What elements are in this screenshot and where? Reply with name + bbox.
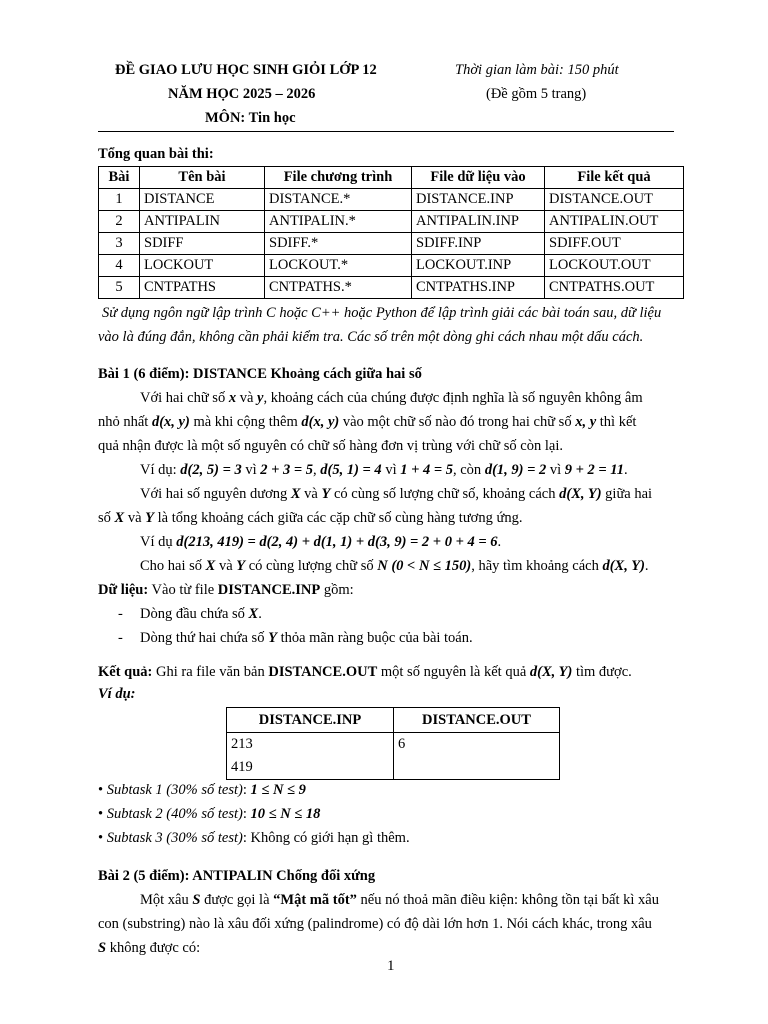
problem1-example2: Ví dụ d(213, 419) = d(2, 4) + d(1, 1) + d(3, 9) = 2 + 0 + 4 = 6. (140, 534, 502, 550)
cell-ten-bai: LOCKOUT (140, 255, 265, 277)
problem1-input-line1: Dòng đầu chứa số X. (140, 606, 262, 622)
cell-file-du-lieu-vao: SDIFF.INP (412, 233, 545, 255)
col-header-file-chuong-trinh: File chương trình (265, 167, 412, 189)
cell-file-du-lieu-vao: ANTIPALIN.INP (412, 211, 545, 233)
cell-input: 213 419 (227, 733, 394, 780)
table-header-row (227, 708, 560, 733)
table-row (99, 233, 684, 255)
problem1-input-line2: Dòng thứ hai chứa số Y thỏa mãn ràng buộc của bài toán. (140, 630, 473, 646)
table-row (99, 277, 684, 299)
exam-pages: (Đề gồm 5 trang) (486, 86, 587, 102)
col-header-file-du-lieu-vao: File dữ liệu vào (412, 167, 545, 189)
exam-title-line1: ĐỀ GIAO LƯU HỌC SINH GIỎI LỚP 12 (115, 62, 377, 78)
problem1-para1-line3: quả nhận được là một số nguyên có chữ số hàng đơn vị trùng với chữ số còn lại. (98, 438, 563, 454)
cell-file-ket-qua: CNTPATHS.OUT (545, 277, 684, 299)
problem1-para1-line2: nhỏ nhất d(x, y) mà khi cộng thêm d(x, y) vào một chữ số nào đó trong hai chữ số x, y thì kết (98, 414, 637, 430)
problem1-para2-line2: số X và Y là tổng khoảng cách giữa các cặp chữ số cùng hàng tương ứng. (98, 510, 523, 526)
overview-heading: Tổng quan bài thi: (98, 146, 214, 162)
cell-file-ket-qua: ANTIPALIN.OUT (545, 211, 684, 233)
subtask-1: • Subtask 1 (30% số test): 1 ≤ N ≤ 9 (98, 782, 306, 798)
table-row (99, 189, 684, 211)
problem1-task: Cho hai số X và Y có cùng lượng chữ số N (0 < N ≤ 150), hãy tìm khoảng cách d(X, Y). (140, 558, 649, 574)
cell-bai: 1 (99, 189, 140, 211)
problem1-example-label: Ví dụ: (98, 686, 136, 702)
col-header-bai: Bài (99, 167, 140, 189)
cell-ten-bai: SDIFF (140, 233, 265, 255)
overview-table (98, 166, 684, 299)
problem2-line3: S không được có: (98, 940, 201, 956)
exam-title-line2: NĂM HỌC 2025 – 2026 (168, 86, 316, 102)
cell-bai: 2 (99, 211, 140, 233)
page-number: 1 (387, 958, 395, 974)
subtask-3: • Subtask 3 (30% số test): Không có giới hạn gì thêm. (98, 830, 410, 846)
cell-file-ket-qua: SDIFF.OUT (545, 233, 684, 255)
cell-bai: 5 (99, 277, 140, 299)
cell-bai: 3 (99, 233, 140, 255)
cell-file-chuong-trinh: DISTANCE.* (265, 189, 412, 211)
col-header-file-ket-qua: File kết quả (545, 167, 684, 189)
table-row (99, 255, 684, 277)
subtask-2: • Subtask 2 (40% số test): 10 ≤ N ≤ 18 (98, 806, 321, 822)
cell-file-chuong-trinh: SDIFF.* (265, 233, 412, 255)
problem1-output-spec: Kết quả: Ghi ra file văn bản DISTANCE.OUT một số nguyên là kết quả d(X, Y) tìm được. (98, 664, 632, 680)
problem2-line2: con (substring) nào là xâu đối xứng (palindrome) có độ dài lớn hơn 1. Nói cách khác, trong xâu (98, 916, 652, 932)
header-divider (98, 131, 674, 132)
cell-ten-bai: ANTIPALIN (140, 211, 265, 233)
problem1-para2-line1: Với hai số nguyên dương X và Y có cùng số lượng chữ số, khoảng cách d(X, Y) giữa hai (140, 486, 653, 502)
problem1-example1: Ví dụ: d(2, 5) = 3 vì 2 + 3 = 5, d(5, 1) = 4 vì 1 + 4 = 5, còn d(1, 9) = 2 vì 9 + 2 = 11. (140, 462, 628, 478)
exam-time: Thời gian làm bài: 150 phút (455, 62, 619, 78)
cell-file-ket-qua: DISTANCE.OUT (545, 189, 684, 211)
problem2-heading: Bài 2 (5 điểm): ANTIPALIN Chống đối xứng (98, 868, 376, 884)
bullet-dash: - (118, 630, 123, 646)
cell-file-chuong-trinh: CNTPATHS.* (265, 277, 412, 299)
cell-file-ket-qua: LOCKOUT.OUT (545, 255, 684, 277)
cell-ten-bai: DISTANCE (140, 189, 265, 211)
cell-ten-bai: CNTPATHS (140, 277, 265, 299)
cell-output: 6 (394, 733, 560, 780)
cell-file-chuong-trinh: LOCKOUT.* (265, 255, 412, 277)
bullet-dash: - (118, 606, 123, 622)
col-header-ten-bai: Tên bài (140, 167, 265, 189)
cell-file-chuong-trinh: ANTIPALIN.* (265, 211, 412, 233)
example-io-table (226, 707, 560, 780)
problem1-para1-line1: Với hai chữ số x và y, khoảng cách của chúng được định nghĩa là số nguyên không âm (140, 390, 643, 406)
problem1-input-spec: Dữ liệu: Vào từ file DISTANCE.INP gồm: (98, 582, 354, 598)
table-row (99, 211, 684, 233)
cell-file-du-lieu-vao: LOCKOUT.INP (412, 255, 545, 277)
overview-note-line2: vào là đúng đắn, không cần phải kiểm tra. Các số trên một dòng ghi cách nhau một dấu cách. (98, 329, 644, 345)
cell-bai: 4 (99, 255, 140, 277)
cell-file-du-lieu-vao: DISTANCE.INP (412, 189, 545, 211)
exam-subject: MÔN: Tin học (205, 110, 296, 126)
overview-note-line1: Sử dụng ngôn ngữ lập trình C hoặc C++ hoặc Python để lập trình giải các bài toán sau, dữ liệu (102, 305, 662, 321)
table-row (227, 733, 560, 780)
col-header-output: DISTANCE.OUT (394, 708, 560, 733)
cell-file-du-lieu-vao: CNTPATHS.INP (412, 277, 545, 299)
table-header-row (99, 167, 684, 189)
problem2-line1: Một xâu S được gọi là “Mật mã tốt” nếu nó thoả mãn điều kiện: không tồn tại bất kì xâu (140, 892, 659, 908)
col-header-input: DISTANCE.INP (227, 708, 394, 733)
problem1-heading: Bài 1 (6 điểm): DISTANCE Khoảng cách giữa hai số (98, 366, 422, 382)
